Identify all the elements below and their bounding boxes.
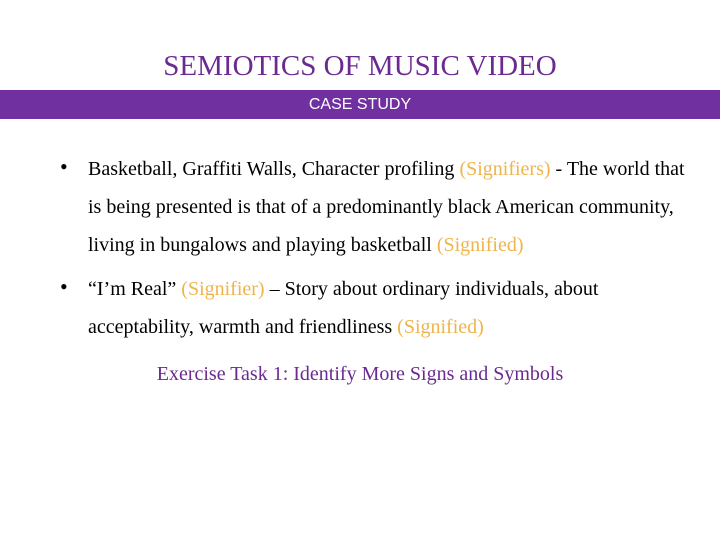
bullet-text: “I’m Real”: [88, 278, 182, 300]
exercise-task: Exercise Task 1: Identify More Signs and Symbols: [156, 363, 564, 385]
signifier-label: (Signifiers): [459, 158, 551, 180]
bullet-list: [0, 150, 720, 346]
bullet-text: Basketball, Graffiti Walls, Character profiling: [88, 158, 460, 180]
bullet-item-im-real: [0, 270, 720, 346]
signified-label: (Signified): [397, 316, 484, 338]
bullet-text: – Story about ordinary individuals, about acceptability, warmth and friendliness: [88, 278, 599, 338]
signified-label: (Signified): [436, 234, 524, 256]
section-band-label: CASE STUDY: [308, 96, 412, 113]
slide-title: SEMIOTICS OF MUSIC VIDEO: [163, 50, 557, 82]
section-band: [0, 90, 720, 119]
bullet-item-signifiers: [0, 150, 720, 264]
bullet-icon: •: [60, 274, 68, 299]
signifier-label: (Signifier): [181, 278, 265, 300]
bullet-text: - The world that is being presented is that of a predominantly black American community, living in bungalows and playing basketball: [88, 158, 685, 256]
bullet-icon: •: [60, 154, 68, 179]
